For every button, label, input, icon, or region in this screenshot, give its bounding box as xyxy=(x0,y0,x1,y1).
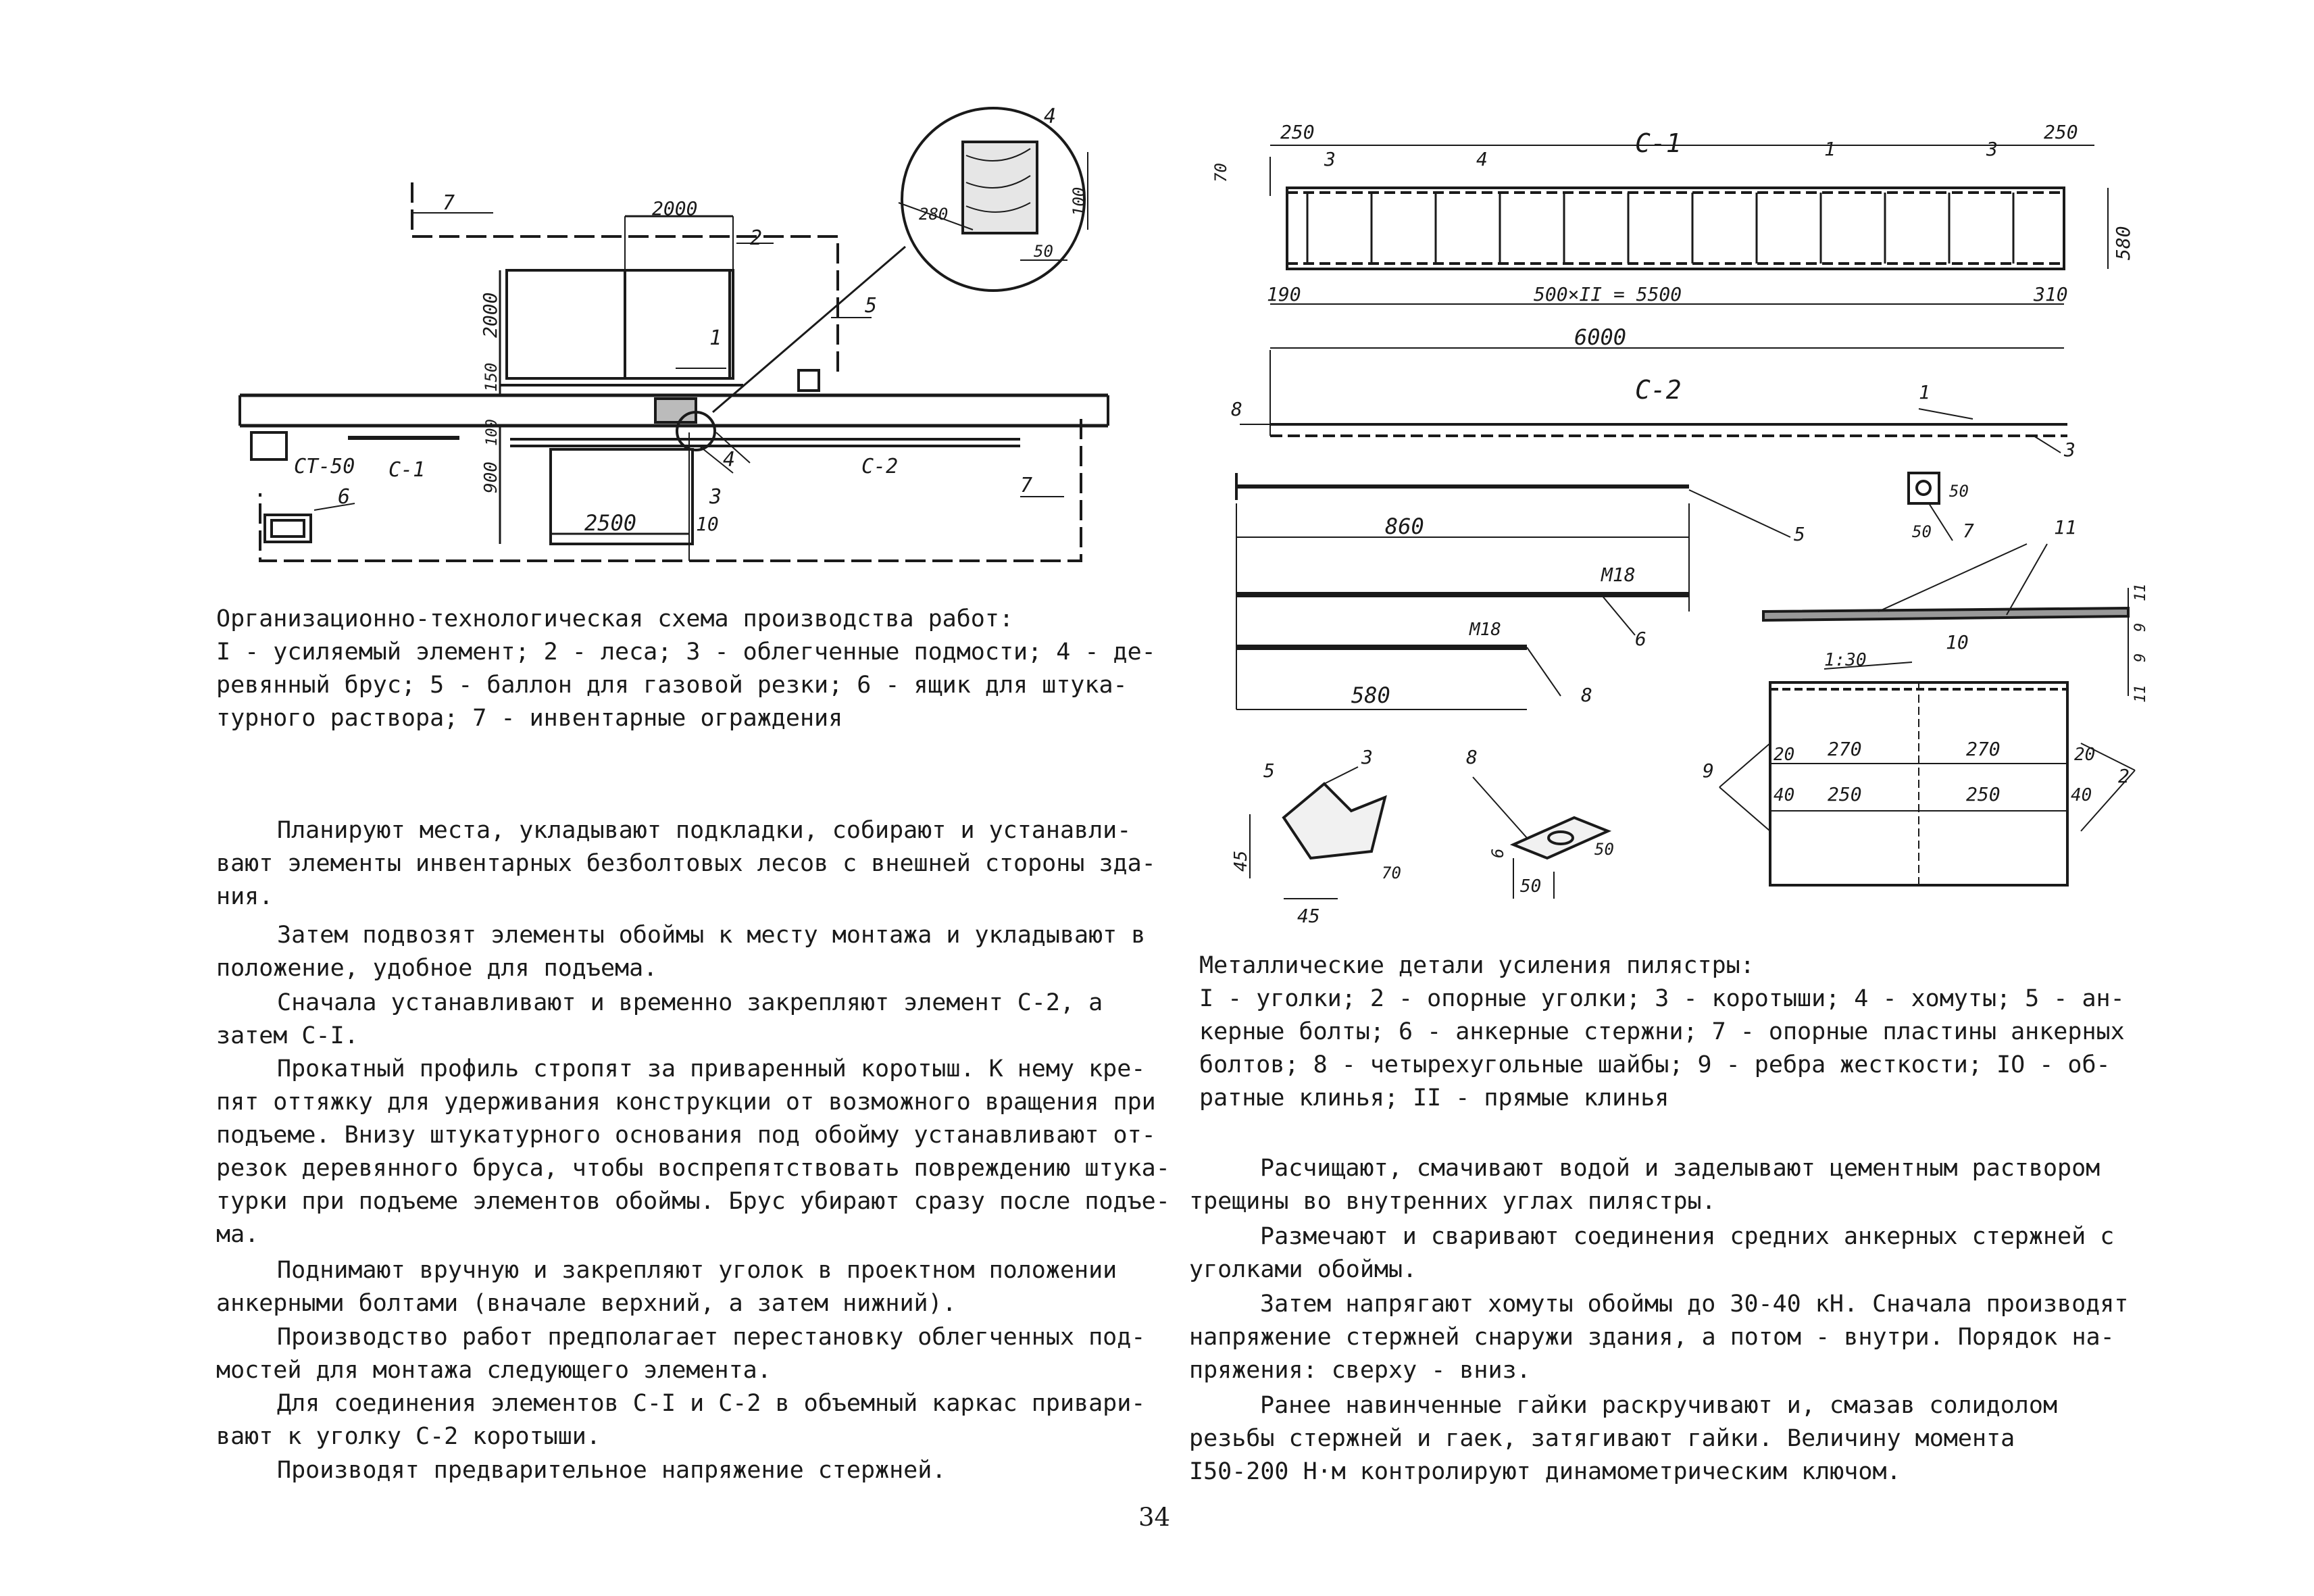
callout-9-r: 9 xyxy=(1703,759,1714,782)
dim-50-washer-b: 50 xyxy=(1520,876,1542,897)
dim-190: 190 xyxy=(1267,283,1301,305)
callout-5: 5 xyxy=(865,294,878,318)
text-line: мостей для монтажа следующего элемента. xyxy=(216,1357,772,1384)
callout-7-top: 7 xyxy=(443,191,455,215)
text-line: пят оттяжку для удерживания конструкции от возможного вращения при xyxy=(216,1089,1156,1116)
detail-dim-50: 50 xyxy=(1034,242,1053,261)
left-paragraph-4 xyxy=(216,1053,1170,1251)
callout-3-r-d: 3 xyxy=(1361,746,1373,768)
dim-150: 150 xyxy=(482,362,501,392)
detail-dim-100: 100 xyxy=(1070,186,1088,216)
dim-40-a: 40 xyxy=(1774,785,1795,805)
left-figure-caption xyxy=(216,603,1156,735)
dim-2000-height: 2000 xyxy=(479,292,501,338)
dim-40-b: 40 xyxy=(2071,785,2092,805)
text-line: вают элементы инвентарных безболтовых лесов с внешней стороны зда- xyxy=(216,850,1156,877)
callout-6-r: 6 xyxy=(1635,628,1646,650)
callout-6: 6 xyxy=(338,485,351,509)
right-paragraph-4 xyxy=(1189,1389,2057,1489)
text-line: анкерными болтами (вначале верхний, а затем нижний). xyxy=(216,1290,957,1317)
dim-span: 500×II = 5500 xyxy=(1534,283,1682,305)
text-line: положение, удобное для подъема. xyxy=(216,955,658,982)
callout-8-r-b: 8 xyxy=(1466,746,1478,768)
dim-11-a: 11 xyxy=(2132,583,2149,601)
left-scheme-figure xyxy=(240,108,1108,561)
dim-45-b: 45 xyxy=(1297,905,1320,927)
text-line: турки при подъеме элементов обоймы. Брус убирают сразу после подъе- xyxy=(216,1188,1170,1215)
text-line: Прокатный профиль стропят за приваренный коротыш. К нему кре- xyxy=(277,1055,1146,1082)
left-paragraph-7 xyxy=(216,1387,1145,1453)
dim-2000-width: 2000 xyxy=(652,197,698,220)
dim-310: 310 xyxy=(2034,283,2068,305)
dim-20-a: 20 xyxy=(1774,745,1795,765)
dim-100: 100 xyxy=(484,419,501,446)
text-line: Производство работ предполагает перестановку облегченных под- xyxy=(277,1324,1146,1351)
callout-3-r-a: 3 xyxy=(1324,148,1336,170)
text-line: Сначала устанавливают и временно закрепляют элемент С-2, а xyxy=(277,989,1103,1016)
text-line: Планируют места, укладывают подкладки, собирают и устанавли- xyxy=(277,817,1132,844)
dim-580-rod: 580 xyxy=(1351,682,1390,708)
text-line: Для соединения элементов С-I и С-2 в объемный каркас привари- xyxy=(277,1390,1146,1417)
detail-dim-280: 280 xyxy=(919,205,949,224)
callout-1-r-b: 1 xyxy=(1919,381,1930,403)
text-line: Затем напрягают хомуты обоймы до 30-40 кН. Сначала производят xyxy=(1260,1291,2129,1318)
dim-9-a: 9 xyxy=(2132,622,2149,632)
dim-8-a: 8 xyxy=(1231,398,1242,420)
dim-70-angle: 70 xyxy=(1382,864,1401,882)
caption-line: ратные клинья; II - прямые клинья xyxy=(1199,1084,1669,1112)
caption-line: Организационно-технологическая схема производства работ: xyxy=(216,605,1014,632)
caption-line: ревянный брус; 5 - баллон для газовой резки; 6 - ящик для штука- xyxy=(216,672,1128,699)
page-number: 34 xyxy=(1138,1503,1171,1532)
left-paragraph-6 xyxy=(216,1321,1145,1387)
label-slope: 1:30 xyxy=(1824,650,1867,670)
text-line: ния. xyxy=(216,883,274,910)
callout-11-r: 11 xyxy=(2054,516,2077,539)
text-line: Размечают и сваривают соединения средних анкерных стержней с xyxy=(1260,1223,2115,1250)
dim-250-b: 250 xyxy=(1966,783,2001,805)
callout-c2: С-2 xyxy=(861,455,899,478)
left-paragraph-5 xyxy=(216,1254,1117,1320)
dim-250-right: 250 xyxy=(2044,121,2078,143)
text-line: резьбы стержней и гаек, затягивают гайки. Величину момента xyxy=(1189,1425,2015,1452)
dim-10: 10 xyxy=(696,513,719,535)
dim-270-a: 270 xyxy=(1828,738,1862,760)
text-line: напряжение стержней снаружи здания, а потом - внутри. Порядок на- xyxy=(1189,1324,2115,1351)
title-c1: С-1 xyxy=(1635,128,1682,158)
dim-50-plate-a: 50 xyxy=(1949,482,1969,501)
right-paragraph-3 xyxy=(1189,1288,2128,1387)
left-paragraph-8 xyxy=(216,1454,946,1487)
text-line: Затем подвозят элементы обоймы к месту монтажа и укладывают в xyxy=(277,922,1146,949)
right-paragraph-1 xyxy=(1189,1152,2100,1218)
callout-10-r: 10 xyxy=(1946,631,1969,653)
caption-line: Металлические детали усиления пилястры: xyxy=(1199,952,1755,979)
dim-6-washer: 6 xyxy=(1488,848,1507,858)
callout-1: 1 xyxy=(709,326,722,350)
left-paragraph-2 xyxy=(216,919,1145,985)
label-m18-a: М18 xyxy=(1601,564,1636,586)
dim-11-b: 11 xyxy=(2132,684,2149,703)
caption-line: керные болты; 6 - анкерные стержни; 7 - опорные пластины анкерных xyxy=(1199,1018,2125,1045)
dim-50-washer-a: 50 xyxy=(1594,840,1614,859)
dim-580: 580 xyxy=(2112,226,2134,260)
label-m18-b: М18 xyxy=(1469,620,1501,640)
callout-4-detail: 4 xyxy=(1044,105,1057,128)
callout-2: 2 xyxy=(750,226,763,250)
dim-20-b: 20 xyxy=(2074,745,2096,765)
dim-9-b: 9 xyxy=(2132,653,2149,662)
left-paragraph-3 xyxy=(216,987,1103,1053)
dim-900: 900 xyxy=(481,462,501,493)
dim-50-plate-b: 50 xyxy=(1912,522,1932,541)
callout-c1: С-1 xyxy=(388,458,426,482)
left-paragraph-1 xyxy=(216,814,1156,914)
dim-270-b: 270 xyxy=(1966,738,2001,760)
right-figure-caption xyxy=(1199,949,2125,1115)
text-line: пряжения: сверху - вниз. xyxy=(1189,1357,1531,1384)
right-details-labels xyxy=(1211,121,2149,927)
dim-250-left: 250 xyxy=(1280,121,1315,143)
callout-3-r-c: 3 xyxy=(2064,439,2076,461)
callout-3-r-b: 3 xyxy=(1986,138,1998,160)
caption-line: турного раствора; 7 - инвентарные ограждения xyxy=(216,705,843,732)
text-line: трещины во внутренних углах пилястры. xyxy=(1189,1188,1716,1215)
text-line: Поднимают вручную и закрепляют уголок в проектном положении xyxy=(277,1257,1117,1284)
text-line: I50-200 Н·м контролируют динамометрическим ключом. xyxy=(1189,1458,1901,1485)
dim-70: 70 xyxy=(1211,163,1230,182)
caption-line: I - уголки; 2 - опорные уголки; 3 - коротыши; 4 - хомуты; 5 - ан- xyxy=(1199,985,2125,1012)
dim-2500: 2500 xyxy=(584,510,637,536)
callout-5-r: 5 xyxy=(1794,523,1805,545)
callout-1-r-a: 1 xyxy=(1824,138,1836,160)
text-line: подъеме. Внизу штукатурного основания под обойму устанавливают от- xyxy=(216,1122,1156,1149)
caption-line: I - усиляемый элемент; 2 - леса; 3 - облегченные подмости; 4 - де- xyxy=(216,639,1156,666)
dim-860: 860 xyxy=(1385,514,1424,539)
caption-line: болтов; 8 - четырехугольные шайбы; 9 - ребра жесткости; IO - об- xyxy=(1199,1051,2111,1078)
dim-6000: 6000 xyxy=(1574,324,1627,350)
callout-4-r: 4 xyxy=(1476,148,1488,170)
text-line: ма. xyxy=(216,1221,259,1248)
callout-4: 4 xyxy=(723,448,736,472)
callout-7-right: 7 xyxy=(1020,474,1033,497)
right-paragraph-2 xyxy=(1189,1220,2114,1287)
callout-3: 3 xyxy=(709,485,722,509)
dim-250-a: 250 xyxy=(1828,783,1862,805)
dim-5-angle: 5 xyxy=(1263,759,1275,782)
text-line: затем С-I. xyxy=(216,1022,359,1049)
text-line: Расчищают, смачивают водой и заделывают цементным раствором xyxy=(1260,1155,2101,1182)
text-line: резок деревянного бруса, чтобы воспрепятствовать повреждению штука- xyxy=(216,1155,1170,1182)
text-line: Производят предварительное напряжение стержней. xyxy=(277,1457,947,1484)
callout-st50: СТ-50 xyxy=(294,455,355,478)
text-line: вают к уголку С-2 коротыши. xyxy=(216,1423,601,1450)
text-line: уголками обоймы. xyxy=(1189,1256,1417,1283)
text-line: Ранее навинченные гайки раскручивают и, смазав солидолом xyxy=(1260,1392,2058,1419)
callout-2-r: 2 xyxy=(2118,765,2130,787)
callout-7-r: 7 xyxy=(1963,520,1974,542)
callout-8-r-a: 8 xyxy=(1581,684,1592,706)
title-c2: С-2 xyxy=(1635,375,1682,405)
dim-45-a: 45 xyxy=(1231,850,1251,872)
